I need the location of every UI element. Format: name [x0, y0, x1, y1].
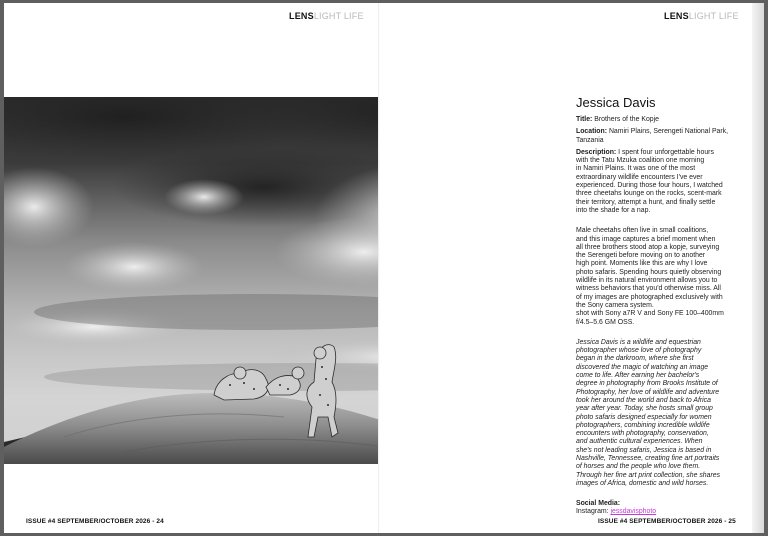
instagram-link[interactable]: jessdavisphoto	[610, 508, 657, 516]
bio-line: Photography, her love of wildlife and adventure	[576, 388, 720, 396]
description-paragraph	[576, 149, 756, 215]
bio-line: Nashville, Tennessee, creating fine art portraits	[576, 454, 720, 462]
logo-light: LIGHT LIFE	[688, 11, 739, 21]
paragraph-line: photo safaris. Spending hours quietly observing	[576, 268, 722, 276]
bio-line: come to life. After earning her bachelor's	[576, 372, 700, 380]
bio-line: photographer whose love of photography	[576, 347, 702, 355]
description-line: extraordinary wildlife encounters I've ever	[576, 173, 703, 181]
photo-title: Brothers of the Kopje	[594, 116, 659, 123]
paragraph-line: the Serengeti before moving on to another	[576, 252, 706, 260]
right-page-footer: ISSUE #4 SEPTEMBER/OCTOBER 2026 - 25	[598, 518, 736, 525]
bio-line: images of Africa, domestic and wild horses.	[576, 479, 709, 487]
second-paragraph	[576, 227, 756, 327]
location-line	[576, 128, 756, 145]
article-column	[576, 95, 756, 521]
social-block	[576, 500, 756, 517]
description-line: experienced. During those four hours, I watched	[576, 182, 723, 190]
bio-line: took her around the world and back to Africa	[576, 396, 711, 404]
logo-bold: LENS	[664, 11, 689, 21]
description-line: into the shade for a nap.	[576, 206, 651, 214]
description-line: three cheetahs lounge on the rocks, scent-mark	[576, 190, 722, 198]
magazine-spread	[4, 3, 764, 533]
bio-line: and authentic cultural experiences. When	[576, 438, 703, 446]
logo-light: LIGHT LIFE	[313, 11, 364, 21]
left-page-footer: ISSUE #4 SEPTEMBER/OCTOBER 2026 - 24	[26, 518, 164, 525]
title-label: Title:	[576, 116, 593, 123]
bio-line: degree in photography from Brooks Institute of	[576, 380, 718, 388]
bio-line: photo safaris designed especially for women	[576, 413, 712, 421]
location-value: Namiri Plains, Serengeti National Park, Tanzania	[576, 128, 729, 144]
bio-paragraph	[576, 339, 756, 488]
left-page-logo	[289, 11, 364, 21]
bio-line: discovered the magic of watching an image	[576, 363, 709, 371]
description-line: in Namiri Plains. It was one of the most	[576, 165, 696, 173]
description-label: Description:	[576, 148, 617, 156]
right-page	[380, 3, 764, 533]
bio-line: Through her fine art print collection, she shares	[576, 471, 721, 479]
logo-bold: LENS	[289, 11, 314, 21]
instagram-label: Instagram:	[576, 508, 609, 516]
social-media-label: Social Media:	[576, 500, 621, 508]
description-line: I spent four unforgettable hours	[618, 148, 714, 156]
bio-line: began in the darkroom, where she first	[576, 355, 694, 363]
paragraph-line: of my images are photographed exclusively with	[576, 293, 723, 301]
paragraph-line: all three brothers stood atop a kopje, surveying	[576, 243, 720, 251]
bio-line: of horses and the people who love them.	[576, 463, 701, 471]
description-line: with the Tatu Mzuka coalition one morning	[576, 157, 705, 165]
bio-line: she's not leading safaris, Jessica is based in	[576, 446, 712, 454]
bio-line: year after year. Today, she hosts small group	[576, 405, 713, 413]
paragraph-line: and this image captures a brief moment when	[576, 235, 716, 243]
right-page-logo	[664, 11, 739, 21]
paragraph-line: f/4.5–5.6 GM OSS.	[576, 318, 635, 326]
title-line	[576, 116, 756, 124]
paragraph-line: shot with Sony a7R V and Sony FE 100–400mm	[576, 310, 724, 318]
paragraph-line: the Sony camera system.	[576, 301, 654, 309]
paragraph-line: Male cheetahs often live in small coalitions,	[576, 227, 709, 235]
location-label: Location:	[576, 128, 608, 136]
page-edge-shadow	[752, 3, 764, 533]
bio-line: Jessica Davis is a wildlife and equestrian	[576, 338, 701, 346]
paragraph-line: witness behaviors that you'd otherwise miss. All	[576, 285, 721, 293]
bio-line: photographers, combining incredible wildlife	[576, 421, 710, 429]
paragraph-line: wildlife in its natural environment allows you to	[576, 277, 718, 285]
description-line: their territory, attempt a hunt, and finally settle	[576, 198, 716, 206]
paragraph-line: high point. Moments like this are why I love	[576, 260, 708, 268]
author-name: Jessica Davis	[576, 95, 656, 110]
bio-line: encounters with photography, conservation,	[576, 430, 709, 438]
